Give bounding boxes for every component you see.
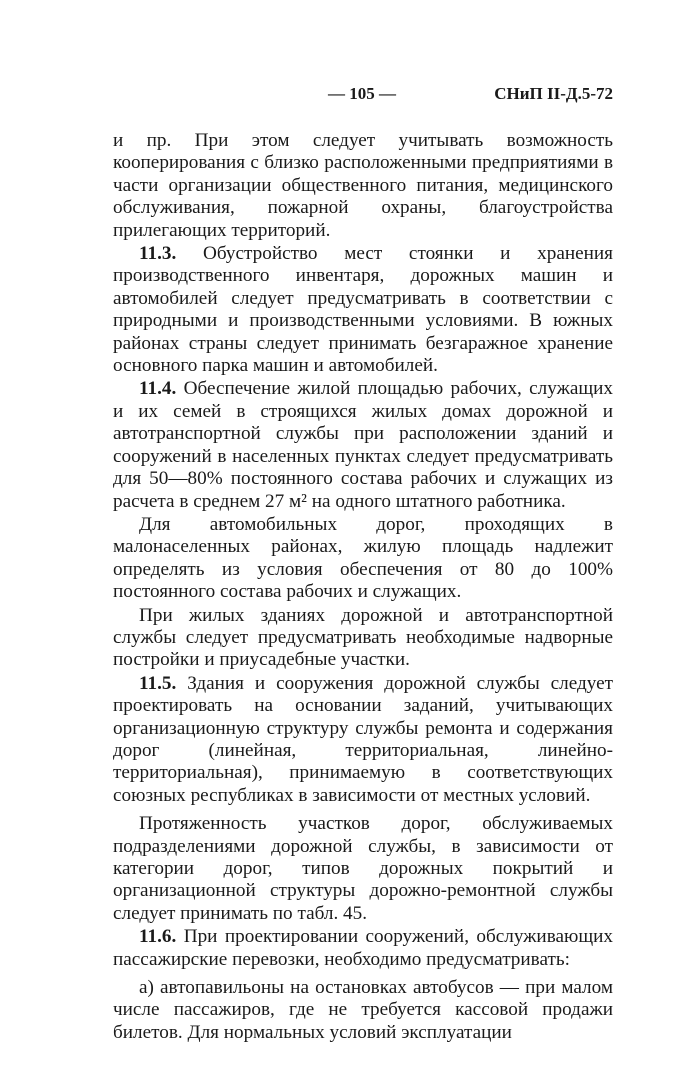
body-text [113, 130, 613, 1045]
section-11-3 [113, 243, 613, 377]
section-number: 11.6. [139, 926, 177, 948]
paragraph-length: Протяженность участков дорог, обслуживаемых подразделениями дорожной службы, в зависимости от категории дорог, типов дорожных покрытий и организационной структуры дорожно-ремонтной службы следует принимать по табл. 45. [113, 813, 613, 924]
section-number: 11.3. [139, 243, 177, 265]
section-number: 11.4. [139, 378, 177, 400]
paragraph-roads: Для автомобильных дорог, проходящих в малонаселенных районах, жилую площадь надлежит определять из условия обеспечения от 80 до 100% постоянного состава рабочих и служащих. [113, 513, 613, 603]
document-code: СНиП II-Д.5-72 [494, 84, 613, 103]
section-number: 11.5. [139, 672, 177, 694]
section-text: Обустройство мест стоянки и хранения производственного инвентаря, дорожных машин и автомобилей следует предусматривать в соответствии с природными и производственными условиями. В южных районах страны следует принимать безгаражное хранение основного парка машин и автомобилей. [113, 243, 613, 377]
section-text: Обеспечение жилой площадью рабочих, служащих и их семей в строящихся жилых домах дорожной и автотранспортной службы при расположении зданий и сооружений в населенных пунктах следует предусматривать для 50—80% постоянного состава рабочих и служащих из расчета в среднем 27 м² на одного штатного работника. [113, 378, 613, 512]
page-header [113, 84, 613, 112]
section-11-4 [113, 378, 613, 512]
section-text: При проектировании сооружений, обслуживающих пассажирские перевозки, необходимо предусматривать: [113, 926, 613, 970]
page-number: — 105 — [328, 84, 396, 103]
list-item-a: а) автопавильоны на остановках автобусов — при малом числе пассажиров, где не требуется кассовой продажи билетов. Для нормальных условий эксплуатации [113, 977, 613, 1043]
paragraph-housing: При жилых зданиях дорожной и автотранспортной службы следует предусматривать необходимые надворные постройки и приусадебные участки. [113, 604, 613, 671]
paragraph-continuation: и пр. При этом следует учитывать возможность кооперирования с близко расположенными предприятиями в части организации общественного питания, медицинского обслуживания, пожарной охраны, благоустройства прилегающих территорий. [113, 130, 613, 241]
section-text: Здания и сооружения дорожной службы следует проектировать на основании заданий, учитывающих организационную структуру службы ремонта и содержания дорог (линейная, территориальная, линейно-территориальная), принимаемую в соответствующих союзных республиках в зависимости от местных условий. [113, 672, 613, 806]
section-11-6 [113, 926, 613, 971]
section-11-5 [113, 673, 613, 807]
